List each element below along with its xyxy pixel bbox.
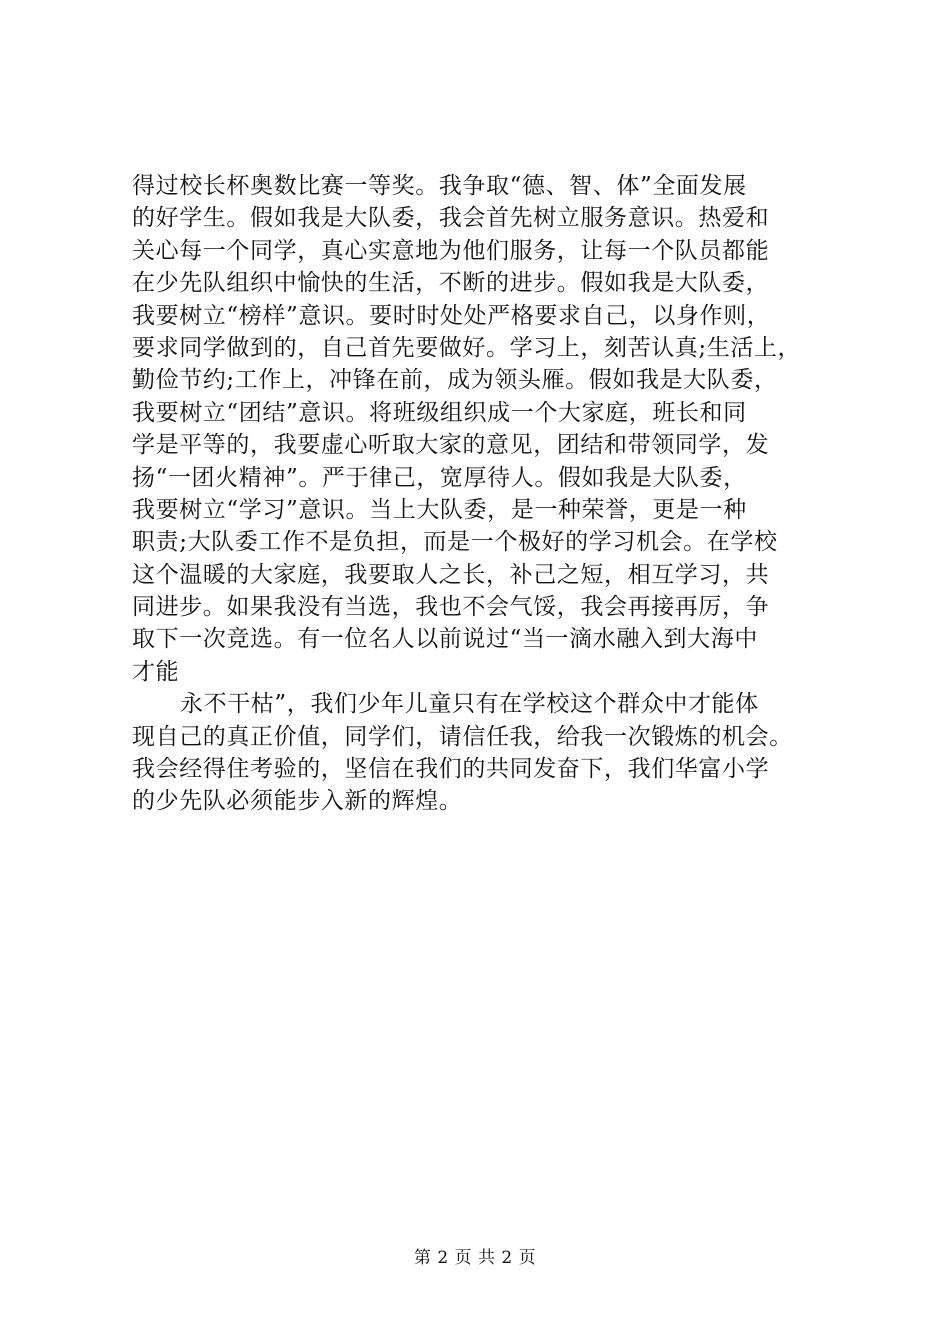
text-line: 这个温暖的大家庭，我要取人之长，补己之短，相互学习，共 [132, 561, 770, 588]
text-line: 我会经得住考验的，坚信在我们的共同发奋下，我们华富小学 [132, 756, 770, 783]
text-line: 我要树立“学习”意识。当上大队委，是一种荣誉，更是一种 [132, 496, 747, 523]
body-text [132, 170, 852, 818]
text-line: 我要树立“团结”意识。将班级组织成一个大家庭，班长和同 [132, 399, 747, 426]
text-line: 学是平等的，我要虚心听取大家的意见，团结和带领同学，发 [132, 432, 770, 459]
text-line: 的好学生。假如我是大队委，我会首先树立服务意识。热爱和 [132, 205, 770, 232]
text-line: 同进步。如果我没有当选，我也不会气馁，我会再接再厉，争 [132, 594, 770, 621]
text-line: 职责;大队委工作不是负担，而是一个极好的学习机会。在学校 [132, 529, 778, 556]
text-line: 的少先队必须能步入新的辉煌。 [132, 788, 463, 815]
text-line-indented: 永不干枯”，我们少年儿童只有在学校这个群众中才能体 [180, 691, 759, 718]
text-line: 得过校长杯奥数比赛一等奖。我争取“德、智、体”全面发展 [132, 173, 747, 199]
text-line: 取下一次竞选。有一位名人以前说过“当一滴水融入到大海中 [132, 626, 758, 653]
text-line: 关心每一个同学，真心实意地为他们服务，让每一个队员都能 [132, 237, 770, 264]
text-line: 我要树立“榜样”意识。要时时处处严格要求自己，以身作则， [132, 302, 771, 329]
text-line: 扬“一团火精神”。严于律己，宽厚待人。假如我是大队委， [132, 464, 747, 491]
text-line: 在少先队组织中愉快的生活，不断的进步。假如我是大队委， [132, 270, 770, 297]
text-line: 勤俭节约;工作上，冲锋在前，成为领头雁。假如我是大队委， [132, 367, 778, 394]
text-line: 要求同学做到的，自己首先要做好。学习上，刻苦认真;生活上， [132, 334, 802, 361]
text-line: 才能 [132, 658, 180, 685]
text-line: 现自己的真正价值，同学们，请信任我，给我一次锻炼的机会。 [132, 723, 793, 750]
page-number-footer: 第 2 页 共 2 页 [413, 1248, 537, 1268]
